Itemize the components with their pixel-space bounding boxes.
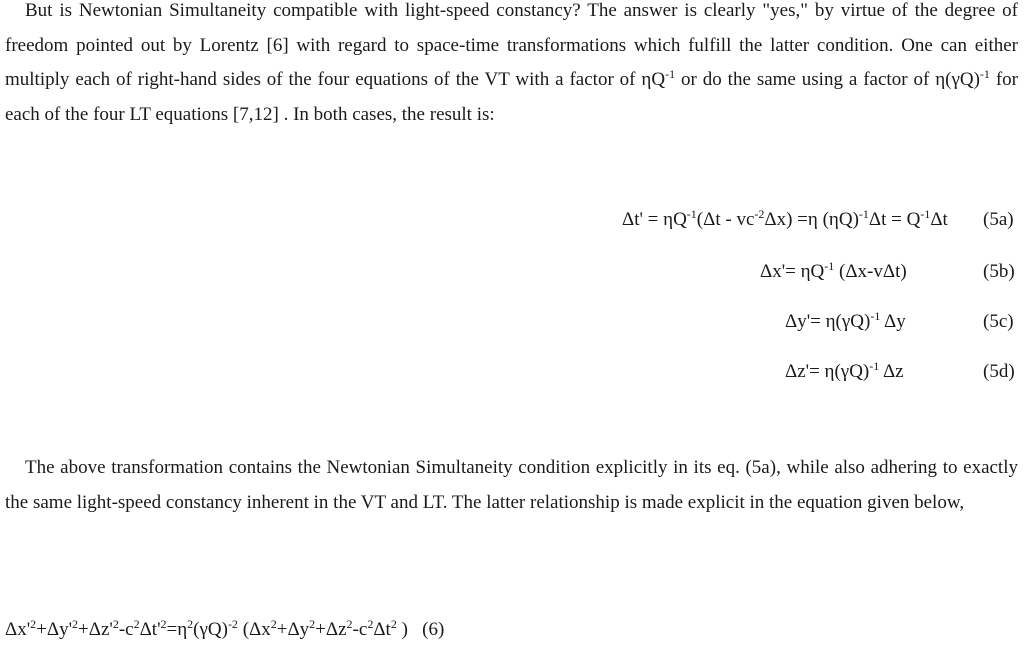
eq6-part-1: Δx' — [5, 619, 31, 640]
equation-5a — [622, 208, 948, 232]
eq5a-sup-2: -2 — [754, 207, 765, 221]
eq5a-part-5: Δt — [930, 209, 948, 230]
eq6-sup-9: 2 — [309, 617, 316, 631]
eq6-part-6: =η — [166, 619, 188, 640]
eq6-sup-6: 2 — [187, 617, 194, 631]
eq5d-part-1: Δz'= η(γQ) — [785, 361, 870, 382]
eq6-part-3: +Δz' — [78, 619, 113, 640]
eq6-sup-8: 2 — [270, 617, 277, 631]
intro-paragraph — [5, 0, 1018, 132]
eq6-part-9: +Δy — [276, 619, 310, 640]
intro-superscript-2: -1 — [979, 67, 990, 81]
eq6-part-7: (γQ) — [193, 619, 228, 640]
eq6-part-13: ) — [396, 619, 408, 640]
discussion-paragraph: The above transformation contains the Newtonian Simultaneity condition explicitly in its eq. (5a), while also adhering to exactly the same light-speed constancy inherent in the VT and LT. The latter relationship is made explicit in the equation given below, — [5, 457, 1018, 513]
eq5b-part-2: (Δx-vΔt) — [834, 261, 907, 282]
eq5b-part-1: Δx'= ηQ — [760, 261, 825, 282]
eq5c-part-1: Δy'= η(γQ) — [785, 311, 871, 332]
eq6-part-2: +Δy' — [36, 619, 73, 640]
equation-5d — [785, 360, 904, 384]
eq6-sup-12: 2 — [390, 617, 397, 631]
eq5a-part-2: (Δt - vc — [696, 209, 755, 230]
eq6-sup-11: 2 — [367, 617, 374, 631]
equation-5d-number: (5d) — [983, 361, 1015, 382]
intro-text-1: But is Newtonian Simultaneity compatible with light-speed constancy? The answer is clearly "yes," by virtue of the degree of freedom pointed out by Lorentz [6] with regard to space-time transformations which fulfill the latter condition. One can either multiply each of right-hand sides of the four equations of the VT with a factor of ηQ — [5, 0, 1018, 90]
eq6-part-4: -c — [118, 619, 134, 640]
eq6-sup-2: 2 — [72, 617, 79, 631]
eq6-part-11: -c — [352, 619, 368, 640]
eq6-sup-10: 2 — [346, 617, 353, 631]
intro-superscript-1: -1 — [665, 67, 676, 81]
eq5d-part-2: Δz — [879, 361, 904, 382]
eq5a-part-3: Δx) =η (ηQ) — [764, 209, 859, 230]
intro-text-2: or do the same using a factor of η(γQ) — [675, 69, 980, 90]
equation-5a-number: (5a) — [983, 209, 1014, 230]
eq6-sup-4: 2 — [133, 617, 140, 631]
eq5a-sup-3: -1 — [858, 207, 869, 221]
equation-6 — [5, 618, 444, 642]
eq6-part-12: Δt — [373, 619, 391, 640]
eq5a-sup-4: -1 — [920, 207, 931, 221]
eq5b-sup-1: -1 — [824, 259, 835, 273]
eq5a-part-1: Δt' = ηQ — [622, 209, 687, 230]
eq5a-sup-1: -1 — [686, 207, 697, 221]
eq6-sup-7: -2 — [227, 617, 238, 631]
equation-6-number: (6) — [422, 619, 445, 640]
eq6-sup-1: 2 — [30, 617, 37, 631]
eq5c-sup-1: -1 — [870, 309, 881, 323]
eq5c-part-2: Δy — [880, 311, 906, 332]
equation-5b — [760, 260, 907, 284]
intro-text-3: for each of the four LT equations [7,12] . In both cases, the result is: — [5, 69, 1018, 125]
eq6-sup-3: 2 — [112, 617, 119, 631]
equation-5c-number: (5c) — [983, 311, 1014, 332]
eq6-part-8: (Δx — [237, 619, 271, 640]
eq5a-part-4: Δt = Q — [868, 209, 921, 230]
eq6-sup-5: 2 — [160, 617, 167, 631]
eq5d-sup-1: -1 — [869, 359, 880, 373]
equation-5b-number: (5b) — [983, 261, 1015, 282]
equation-5c — [785, 310, 906, 334]
eq6-part-5: Δt' — [139, 619, 161, 640]
eq6-part-10: +Δz — [315, 619, 347, 640]
